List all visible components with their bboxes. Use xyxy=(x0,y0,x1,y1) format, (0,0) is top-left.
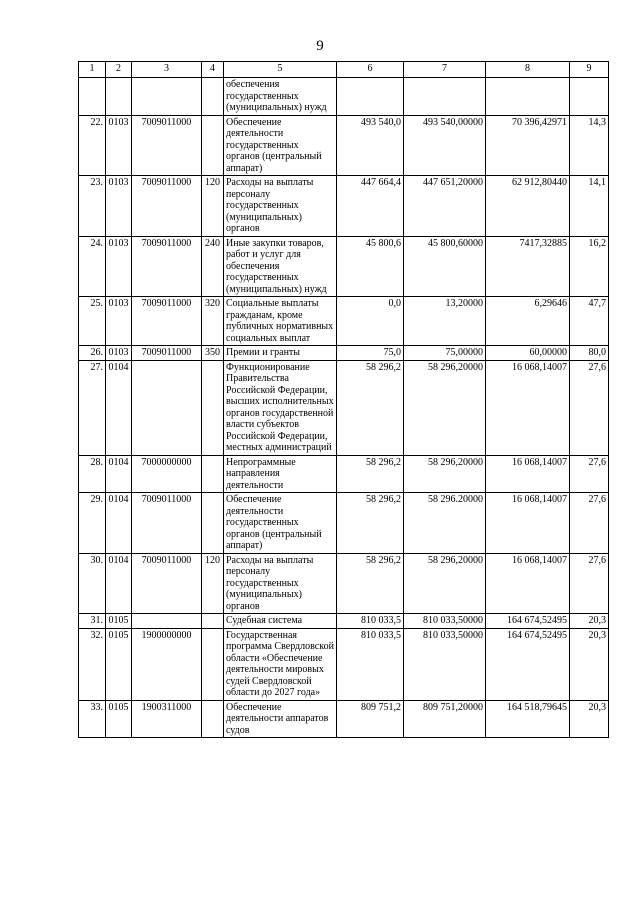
executed-amount: 16 068,14007 xyxy=(486,493,570,554)
header-cell-2: 2 xyxy=(106,62,132,78)
expense-kind-code xyxy=(202,360,224,455)
execution-percent xyxy=(570,78,609,116)
item-name: Расходы на выплаты персоналу государственных (муниципальных) органов xyxy=(224,553,337,614)
executed-amount xyxy=(486,78,570,116)
expense-kind-code xyxy=(202,455,224,493)
table-row xyxy=(79,700,609,738)
execution-percent: 20,3 xyxy=(570,628,609,700)
table-row xyxy=(79,236,609,297)
table-row xyxy=(79,614,609,629)
executed-amount: 70 396,42971 xyxy=(486,115,570,176)
header-cell-8: 8 xyxy=(486,62,570,78)
row-number: 31. xyxy=(79,614,106,629)
target-code xyxy=(132,614,202,629)
row-number: 29. xyxy=(79,493,106,554)
item-name: Премии и гранты xyxy=(224,346,337,361)
table-row xyxy=(79,455,609,493)
row-number: 32. xyxy=(79,628,106,700)
section-code: 0103 xyxy=(106,176,132,237)
section-code: 0104 xyxy=(106,360,132,455)
item-name: Иные закупки товаров, работ и услуг для обеспечения государственных (муниципальных) нужд xyxy=(224,236,337,297)
target-code: 7009011000 xyxy=(132,346,202,361)
expense-kind-code xyxy=(202,628,224,700)
refined-amount: 58 296.20000 xyxy=(404,493,486,554)
table-header xyxy=(79,62,609,78)
executed-amount: 16 068,14007 xyxy=(486,455,570,493)
execution-percent: 27,6 xyxy=(570,493,609,554)
executed-amount: 164 674,52495 xyxy=(486,614,570,629)
item-name: Обеспечение деятельности государственных органов (центральный аппарат) xyxy=(224,493,337,554)
refined-amount: 13,20000 xyxy=(404,297,486,346)
expense-kind-code xyxy=(202,115,224,176)
expense-kind-code: 120 xyxy=(202,176,224,237)
row-number: 22. xyxy=(79,115,106,176)
plan-amount: 75,0 xyxy=(337,346,404,361)
table-row xyxy=(79,78,609,116)
target-code: 7009011000 xyxy=(132,493,202,554)
expense-kind-code xyxy=(202,493,224,554)
section-code: 0104 xyxy=(106,553,132,614)
header-cell-5: 5 xyxy=(224,62,337,78)
refined-amount: 58 296,20000 xyxy=(404,455,486,493)
row-number: 33. xyxy=(79,700,106,738)
item-name: Судебная система xyxy=(224,614,337,629)
table-row xyxy=(79,176,609,237)
target-code: 7009011000 xyxy=(132,115,202,176)
table-row xyxy=(79,493,609,554)
plan-amount: 58 296,2 xyxy=(337,455,404,493)
row-number xyxy=(79,78,106,116)
item-name: Функционирование Правительства Российской Федерации, высших исполнительных органов государственной власти субъектов Российской Федерации, местных администраций xyxy=(224,360,337,455)
section-code: 0103 xyxy=(106,346,132,361)
table-row xyxy=(79,297,609,346)
header-cell-1: 1 xyxy=(79,62,106,78)
executed-amount: 62 912,80440 xyxy=(486,176,570,237)
row-number: 30. xyxy=(79,553,106,614)
row-number: 28. xyxy=(79,455,106,493)
executed-amount: 60,00000 xyxy=(486,346,570,361)
target-code: 7009011000 xyxy=(132,176,202,237)
page-number: 9 xyxy=(316,38,324,54)
refined-amount: 45 800,60000 xyxy=(404,236,486,297)
executed-amount: 16 068,14007 xyxy=(486,360,570,455)
item-name: Социальные выплаты гражданам, кроме публичных нормативных социальных выплат xyxy=(224,297,337,346)
execution-percent: 80,0 xyxy=(570,346,609,361)
expense-kind-code xyxy=(202,78,224,116)
expense-kind-code: 350 xyxy=(202,346,224,361)
section-code: 0105 xyxy=(106,628,132,700)
refined-amount: 75,00000 xyxy=(404,346,486,361)
table-row xyxy=(79,628,609,700)
section-code: 0105 xyxy=(106,700,132,738)
plan-amount: 58 296,2 xyxy=(337,360,404,455)
section-code: 0104 xyxy=(106,493,132,554)
executed-amount: 7417,32885 xyxy=(486,236,570,297)
table-row xyxy=(79,115,609,176)
item-name: Обеспечение деятельности аппаратов судов xyxy=(224,700,337,738)
executed-amount: 164 518,79645 xyxy=(486,700,570,738)
plan-amount: 493 540,0 xyxy=(337,115,404,176)
expense-kind-code: 120 xyxy=(202,553,224,614)
execution-percent: 16,2 xyxy=(570,236,609,297)
refined-amount: 810 033,50000 xyxy=(404,614,486,629)
expense-kind-code: 320 xyxy=(202,297,224,346)
table-row xyxy=(79,553,609,614)
row-number: 24. xyxy=(79,236,106,297)
execution-percent: 20,3 xyxy=(570,700,609,738)
row-number: 26. xyxy=(79,346,106,361)
section-code: 0103 xyxy=(106,297,132,346)
table-row xyxy=(79,346,609,361)
header-cell-4: 4 xyxy=(202,62,224,78)
section-code: 0105 xyxy=(106,614,132,629)
executed-amount: 6,29646 xyxy=(486,297,570,346)
execution-percent: 47,7 xyxy=(570,297,609,346)
header-cell-6: 6 xyxy=(337,62,404,78)
section-code: 0104 xyxy=(106,455,132,493)
target-code: 1900311000 xyxy=(132,700,202,738)
plan-amount: 58 296,2 xyxy=(337,553,404,614)
item-name: Государственная программа Свердловской области «Обеспечение деятельности мировых судей Свердловской области до 2027 года» xyxy=(224,628,337,700)
execution-percent: 27,6 xyxy=(570,455,609,493)
target-code: 7009011000 xyxy=(132,553,202,614)
target-code: 7009011000 xyxy=(132,297,202,346)
executed-amount: 16 068,14007 xyxy=(486,553,570,614)
refined-amount: 58 296,20000 xyxy=(404,360,486,455)
section-code: 0103 xyxy=(106,236,132,297)
refined-amount: 493 540,00000 xyxy=(404,115,486,176)
item-name: Непрограммные направления деятельности xyxy=(224,455,337,493)
header-row xyxy=(79,62,609,78)
refined-amount: 809 751,20000 xyxy=(404,700,486,738)
refined-amount: 58 296,20000 xyxy=(404,553,486,614)
row-number: 23. xyxy=(79,176,106,237)
refined-amount: 810 033,50000 xyxy=(404,628,486,700)
target-code xyxy=(132,78,202,116)
item-name: Расходы на выплаты персоналу государственных (муниципальных) органов xyxy=(224,176,337,237)
row-number: 27. xyxy=(79,360,106,455)
execution-percent: 27,6 xyxy=(570,360,609,455)
execution-percent: 20,3 xyxy=(570,614,609,629)
table-row xyxy=(79,360,609,455)
plan-amount: 447 664,4 xyxy=(337,176,404,237)
plan-amount: 45 800,6 xyxy=(337,236,404,297)
expense-kind-code xyxy=(202,700,224,738)
plan-amount: 58 296,2 xyxy=(337,493,404,554)
target-code xyxy=(132,360,202,455)
target-code: 1900000000 xyxy=(132,628,202,700)
item-name: обеспечения государственных (муниципальных) нужд xyxy=(224,78,337,116)
table-body xyxy=(79,78,609,738)
target-code: 7000000000 xyxy=(132,455,202,493)
expense-kind-code: 240 xyxy=(202,236,224,297)
header-cell-9: 9 xyxy=(570,62,609,78)
row-number: 25. xyxy=(79,297,106,346)
expense-kind-code xyxy=(202,614,224,629)
refined-amount xyxy=(404,78,486,116)
plan-amount: 809 751,2 xyxy=(337,700,404,738)
target-code: 7009011000 xyxy=(132,236,202,297)
executed-amount: 164 674,52495 xyxy=(486,628,570,700)
header-cell-7: 7 xyxy=(404,62,486,78)
plan-amount: 810 033,5 xyxy=(337,628,404,700)
item-name: Обеспечение деятельности государственных органов (центральный аппарат) xyxy=(224,115,337,176)
section-code xyxy=(106,78,132,116)
budget-table xyxy=(78,61,609,738)
section-code: 0103 xyxy=(106,115,132,176)
execution-percent: 14,1 xyxy=(570,176,609,237)
plan-amount xyxy=(337,78,404,116)
execution-percent: 27,6 xyxy=(570,553,609,614)
plan-amount: 0,0 xyxy=(337,297,404,346)
plan-amount: 810 033,5 xyxy=(337,614,404,629)
header-cell-3: 3 xyxy=(132,62,202,78)
refined-amount: 447 651,20000 xyxy=(404,176,486,237)
execution-percent: 14,3 xyxy=(570,115,609,176)
